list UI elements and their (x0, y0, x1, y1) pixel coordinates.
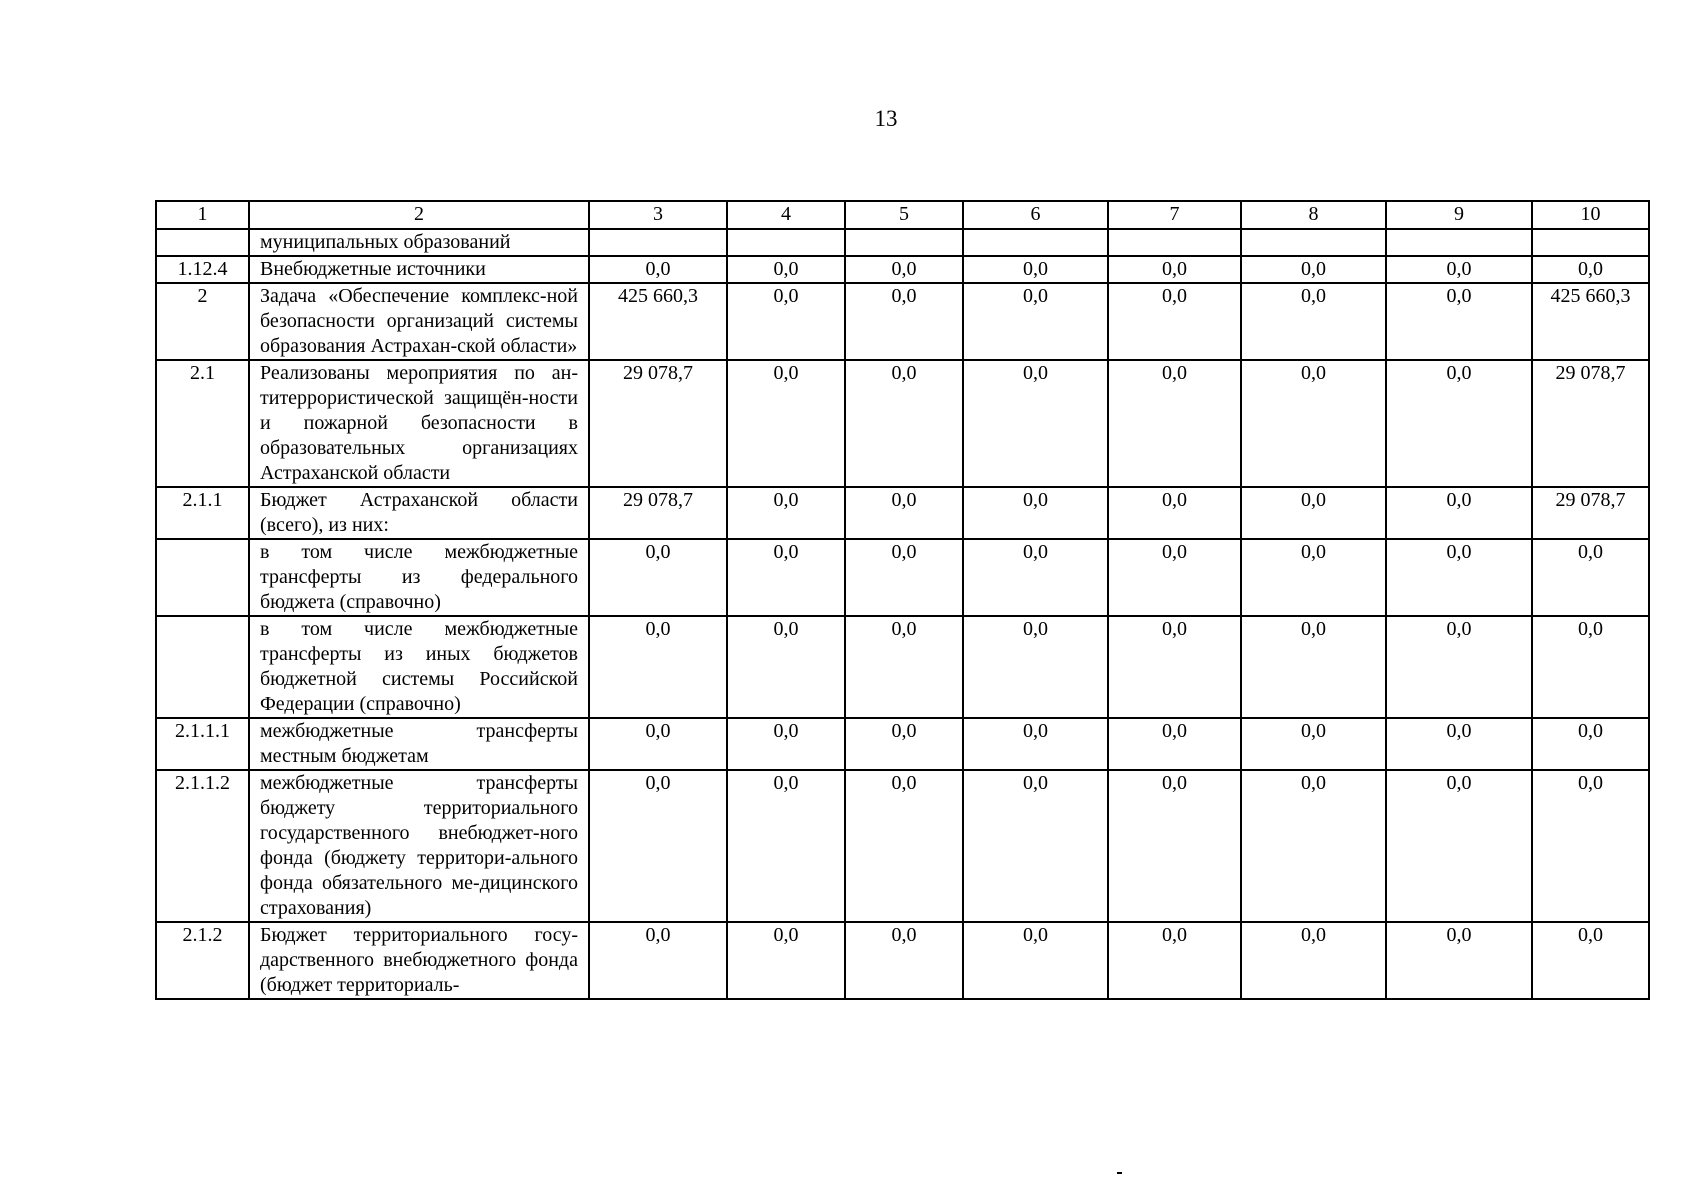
value-col-9: 0,0 (1386, 360, 1532, 487)
value-col-9: 0,0 (1386, 283, 1532, 360)
value-col-8: 0,0 (1241, 283, 1386, 360)
value-col-7 (1108, 229, 1241, 256)
row-code (156, 229, 249, 256)
row-code: 2.1 (156, 360, 249, 487)
value-col-7: 0,0 (1108, 360, 1241, 487)
table-row (156, 256, 1649, 283)
value-col-3: 0,0 (589, 922, 727, 999)
table-row (156, 922, 1649, 999)
row-description: межбюджетные трансферты бюджету территориального государственного внебюджет-ного фонда (бюджету территори-ального фонда обязательного ме-дицинского страхования) (249, 770, 589, 922)
value-col-5: 0,0 (845, 256, 963, 283)
value-col-7: 0,0 (1108, 539, 1241, 616)
table-body (156, 229, 1649, 999)
value-col-5: 0,0 (845, 922, 963, 999)
value-col-10: 29 078,7 (1532, 360, 1649, 487)
column-header-9: 9 (1386, 201, 1532, 229)
value-col-6: 0,0 (963, 770, 1108, 922)
value-col-7: 0,0 (1108, 770, 1241, 922)
value-col-7: 0,0 (1108, 256, 1241, 283)
value-col-10: 0,0 (1532, 922, 1649, 999)
value-col-4: 0,0 (727, 922, 845, 999)
table-row (156, 283, 1649, 360)
value-col-5: 0,0 (845, 770, 963, 922)
value-col-4 (727, 229, 845, 256)
value-col-7: 0,0 (1108, 922, 1241, 999)
value-col-5: 0,0 (845, 487, 963, 539)
value-col-3: 0,0 (589, 539, 727, 616)
value-col-9: 0,0 (1386, 616, 1532, 718)
value-col-6: 0,0 (963, 487, 1108, 539)
value-col-3 (589, 229, 727, 256)
column-header-6: 6 (963, 201, 1108, 229)
value-col-6 (963, 229, 1108, 256)
table-row (156, 229, 1649, 256)
value-col-5: 0,0 (845, 360, 963, 487)
value-col-8: 0,0 (1241, 360, 1386, 487)
value-col-6: 0,0 (963, 360, 1108, 487)
column-header-5: 5 (845, 201, 963, 229)
value-col-8 (1241, 229, 1386, 256)
value-col-9: 0,0 (1386, 256, 1532, 283)
value-col-4: 0,0 (727, 539, 845, 616)
value-col-3: 29 078,7 (589, 360, 727, 487)
table-row (156, 360, 1649, 487)
value-col-5: 0,0 (845, 539, 963, 616)
column-header-1: 1 (156, 201, 249, 229)
value-col-4: 0,0 (727, 718, 845, 770)
value-col-9: 0,0 (1386, 487, 1532, 539)
value-col-7: 0,0 (1108, 487, 1241, 539)
table-header-row (156, 201, 1649, 229)
row-description: Внебюджетные источники (249, 256, 589, 283)
table-row (156, 487, 1649, 539)
value-col-7: 0,0 (1108, 283, 1241, 360)
row-code: 2.1.1 (156, 487, 249, 539)
value-col-5 (845, 229, 963, 256)
value-col-8: 0,0 (1241, 922, 1386, 999)
value-col-9: 0,0 (1386, 770, 1532, 922)
value-col-6: 0,0 (963, 256, 1108, 283)
value-col-10: 29 078,7 (1532, 487, 1649, 539)
value-col-5: 0,0 (845, 283, 963, 360)
value-col-5: 0,0 (845, 718, 963, 770)
table-row (156, 616, 1649, 718)
value-col-10: 0,0 (1532, 539, 1649, 616)
value-col-9 (1386, 229, 1532, 256)
value-col-6: 0,0 (963, 539, 1108, 616)
value-col-10: 0,0 (1532, 770, 1649, 922)
row-code: 2.1.1.2 (156, 770, 249, 922)
value-col-6: 0,0 (963, 616, 1108, 718)
value-col-4: 0,0 (727, 256, 845, 283)
column-header-8: 8 (1241, 201, 1386, 229)
budget-table (155, 200, 1650, 1000)
value-col-3: 0,0 (589, 718, 727, 770)
column-header-4: 4 (727, 201, 845, 229)
value-col-4: 0,0 (727, 360, 845, 487)
row-code: 2.1.1.1 (156, 718, 249, 770)
value-col-5: 0,0 (845, 616, 963, 718)
value-col-10: 0,0 (1532, 718, 1649, 770)
value-col-10 (1532, 229, 1649, 256)
value-col-10: 0,0 (1532, 616, 1649, 718)
value-col-4: 0,0 (727, 487, 845, 539)
table-row (156, 718, 1649, 770)
row-description: Бюджет территориального госу-дарственного внебюджетного фонда (бюджет территориаль- (249, 922, 589, 999)
value-col-4: 0,0 (727, 616, 845, 718)
value-col-8: 0,0 (1241, 718, 1386, 770)
value-col-3: 0,0 (589, 256, 727, 283)
table-row (156, 539, 1649, 616)
scan-mark (1117, 1172, 1122, 1174)
row-description: в том числе межбюджетные трансферты из иных бюджетов бюджетной системы Российской Федерации (справочно) (249, 616, 589, 718)
value-col-8: 0,0 (1241, 256, 1386, 283)
row-description: муниципальных образований (249, 229, 589, 256)
column-header-3: 3 (589, 201, 727, 229)
row-description: межбюджетные трансферты местным бюджетам (249, 718, 589, 770)
value-col-10: 0,0 (1532, 256, 1649, 283)
value-col-4: 0,0 (727, 283, 845, 360)
row-code (156, 616, 249, 718)
column-header-7: 7 (1108, 201, 1241, 229)
row-code: 1.12.4 (156, 256, 249, 283)
value-col-9: 0,0 (1386, 718, 1532, 770)
value-col-6: 0,0 (963, 922, 1108, 999)
value-col-8: 0,0 (1241, 770, 1386, 922)
value-col-8: 0,0 (1241, 616, 1386, 718)
value-col-4: 0,0 (727, 770, 845, 922)
row-code: 2.1.2 (156, 922, 249, 999)
value-col-6: 0,0 (963, 718, 1108, 770)
row-description: в том числе межбюджетные трансферты из федерального бюджета (справочно) (249, 539, 589, 616)
row-description: Бюджет Астраханской области (всего), из них: (249, 487, 589, 539)
page-number: 13 (874, 106, 898, 131)
table-row (156, 770, 1649, 922)
value-col-7: 0,0 (1108, 616, 1241, 718)
row-description: Задача «Обеспечение комплекс-ной безопасности организаций системы образования Астрахан-ской области» (249, 283, 589, 360)
value-col-3: 425 660,3 (589, 283, 727, 360)
value-col-8: 0,0 (1241, 487, 1386, 539)
value-col-3: 29 078,7 (589, 487, 727, 539)
value-col-7: 0,0 (1108, 718, 1241, 770)
value-col-9: 0,0 (1386, 922, 1532, 999)
value-col-6: 0,0 (963, 283, 1108, 360)
value-col-3: 0,0 (589, 770, 727, 922)
column-header-2: 2 (249, 201, 589, 229)
value-col-3: 0,0 (589, 616, 727, 718)
row-code: 2 (156, 283, 249, 360)
value-col-9: 0,0 (1386, 539, 1532, 616)
row-code (156, 539, 249, 616)
value-col-10: 425 660,3 (1532, 283, 1649, 360)
value-col-8: 0,0 (1241, 539, 1386, 616)
column-header-10: 10 (1532, 201, 1649, 229)
row-description: Реализованы мероприятия по ан-титеррористической защищён-ности и пожарной безопасности в образовательных организациях Астраханской области (249, 360, 589, 487)
